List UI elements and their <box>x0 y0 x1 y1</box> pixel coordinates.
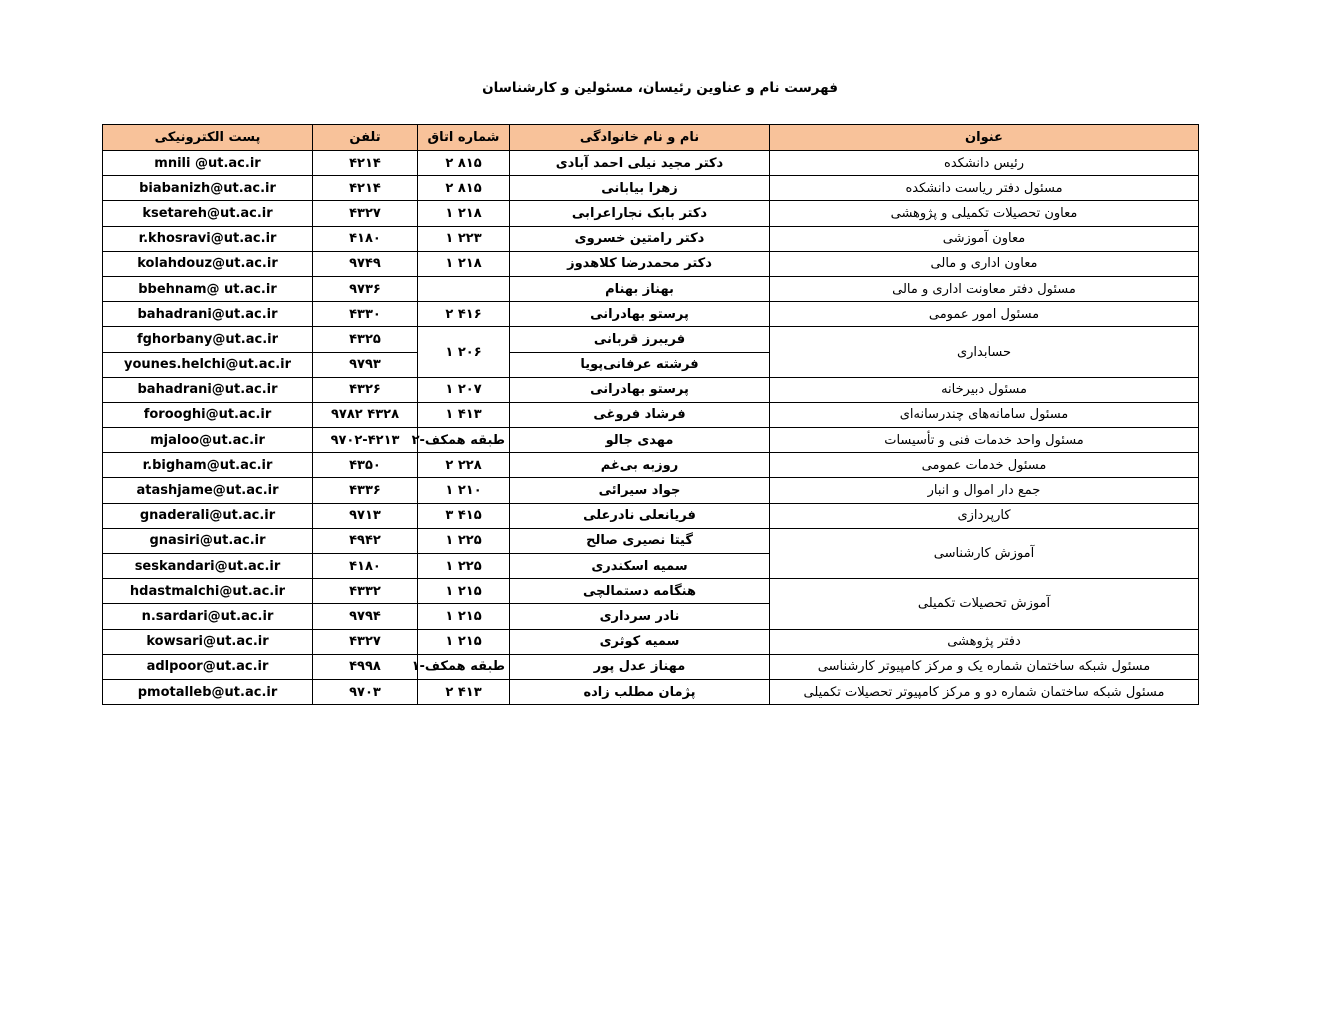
email-cell[interactable]: atashjame@ut.ac.ir <box>103 478 313 503</box>
table-row <box>103 302 1199 327</box>
title-cell: مسئول شبکه ساختمان شماره دو و مرکز کامپیوتر تحصیلات تکمیلی <box>770 679 1199 704</box>
page-title: فهرست نام و عناوین رئیسان، مسئولین و کارشناسان <box>482 80 838 96</box>
name-cell: روزبه بی‌غم <box>510 453 770 478</box>
title-cell: مسئول شبکه ساختمان شماره یک و مرکز کامپیوتر کارشناسی <box>770 654 1199 679</box>
title-cell: مسئول واحد خدمات فنی و تأسیسات <box>770 428 1199 453</box>
table-row <box>103 176 1199 201</box>
phone-cell: ۴۱۸۰ <box>313 226 418 251</box>
room-cell: ۲۱۸ ۱ <box>418 201 510 226</box>
phone-cell: ۴۳۲۷ <box>313 629 418 654</box>
name-cell: پژمان مطلب زاده <box>510 679 770 704</box>
name-cell: گیتا نصیری صالح <box>510 528 770 553</box>
table-row <box>103 201 1199 226</box>
table-row <box>103 428 1199 453</box>
room-cell: ۲۲۳ ۱ <box>418 226 510 251</box>
title-cell: مسئول دبیرخانه <box>770 377 1199 402</box>
table-row <box>103 503 1199 528</box>
phone-cell: ۴۳۲۸ ۹۷۸۲ <box>313 402 418 427</box>
column-header-title: عنوان <box>770 125 1199 151</box>
room-cell: ۴۱۶ ۲ <box>418 302 510 327</box>
title-cell: دفتر پژوهشی <box>770 629 1199 654</box>
room-cell: ۲۰۷ ۱ <box>418 377 510 402</box>
table-row <box>103 629 1199 654</box>
phone-cell: ۹۷۹۳ <box>313 352 418 377</box>
title-cell: آموزش تحصیلات تکمیلی <box>770 579 1199 629</box>
email-cell[interactable]: kolahdouz@ut.ac.ir <box>103 251 313 276</box>
name-cell: سمیه کوثری <box>510 629 770 654</box>
phone-cell: ۴۳۵۰ <box>313 453 418 478</box>
room-cell <box>418 276 510 301</box>
room-cell: ۸۱۵ ۲ <box>418 176 510 201</box>
table-row <box>103 679 1199 704</box>
title-cell: مسئول سامانه‌های چندرسانه‌ای <box>770 402 1199 427</box>
title-cell: معاون اداری و مالی <box>770 251 1199 276</box>
name-cell: فرشته عرفانی‌پویا <box>510 352 770 377</box>
email-cell[interactable]: bbehnam@ ut.ac.ir <box>103 276 313 301</box>
title-cell: معاون آموزشی <box>770 226 1199 251</box>
name-cell: زهرا بیابانی <box>510 176 770 201</box>
room-cell: ۲۲۸ ۲ <box>418 453 510 478</box>
name-cell: سمیه اسکندری <box>510 554 770 579</box>
email-cell[interactable]: r.khosravi@ut.ac.ir <box>103 226 313 251</box>
phone-cell: ۴۳۳۰ <box>313 302 418 327</box>
email-cell[interactable]: adlpoor@ut.ac.ir <box>103 654 313 679</box>
name-cell: فریانعلی نادرعلی <box>510 503 770 528</box>
email-cell[interactable]: ksetareh@ut.ac.ir <box>103 201 313 226</box>
table-row <box>103 654 1199 679</box>
name-cell: بهناز بهنام <box>510 276 770 301</box>
phone-cell: ۹۷۱۳ <box>313 503 418 528</box>
name-cell: نادر سرداری <box>510 604 770 629</box>
table-row <box>103 251 1199 276</box>
email-cell[interactable]: forooghi@ut.ac.ir <box>103 402 313 427</box>
column-header-phone: تلفن <box>313 125 418 151</box>
phone-cell: ۴۳۲۶ <box>313 377 418 402</box>
email-cell[interactable]: mjaloo@ut.ac.ir <box>103 428 313 453</box>
name-cell: دکتر محمدرضا کلاهدوز <box>510 251 770 276</box>
table-header-row <box>103 125 1199 151</box>
email-cell[interactable]: biabanizh@ut.ac.ir <box>103 176 313 201</box>
phone-cell: ۴۹۴۲ <box>313 528 418 553</box>
email-cell[interactable]: bahadrani@ut.ac.ir <box>103 302 313 327</box>
email-cell[interactable]: r.bigham@ut.ac.ir <box>103 453 313 478</box>
name-cell: فرشاد فروغی <box>510 402 770 427</box>
phone-cell: ۴۳۳۶ <box>313 478 418 503</box>
phone-cell: ۹۷۳۶ <box>313 276 418 301</box>
room-cell: ۴۱۳ ۱ <box>418 402 510 427</box>
title-cell: مسئول دفتر ریاست دانشکده <box>770 176 1199 201</box>
email-cell[interactable]: hdastmalchi@ut.ac.ir <box>103 579 313 604</box>
room-cell: ۲۰۶ ۱ <box>418 327 510 377</box>
name-cell: پرستو بهادرانی <box>510 302 770 327</box>
name-cell: فریبرز قربانی <box>510 327 770 352</box>
email-cell[interactable]: seskandari@ut.ac.ir <box>103 554 313 579</box>
column-header-name: نام و نام خانوادگی <box>510 125 770 151</box>
table-row <box>103 402 1199 427</box>
room-cell: ۲۲۵ ۱ <box>418 554 510 579</box>
phone-cell: ۹۷۰۲-۴۲۱۳ <box>313 428 418 453</box>
email-cell[interactable]: younes.helchi@ut.ac.ir <box>103 352 313 377</box>
name-cell: دکتر بابک نجاراعرابی <box>510 201 770 226</box>
title-cell: رئیس دانشکده <box>770 151 1199 176</box>
column-header-room: شماره اتاق <box>418 125 510 151</box>
name-cell: دکتر مجید نیلی احمد آبادی <box>510 151 770 176</box>
room-cell: ۲۱۰ ۱ <box>418 478 510 503</box>
room-cell: ۲۱۸ ۱ <box>418 251 510 276</box>
title-cell: حسابداری <box>770 327 1199 377</box>
name-cell: مهدی جالو <box>510 428 770 453</box>
table-row <box>103 453 1199 478</box>
email-cell[interactable]: mnili @ut.ac.ir <box>103 151 313 176</box>
email-cell[interactable]: pmotalleb@ut.ac.ir <box>103 679 313 704</box>
title-cell: آموزش کارشناسی <box>770 528 1199 578</box>
phone-cell: ۴۲۱۴ <box>313 151 418 176</box>
table-row <box>103 478 1199 503</box>
phone-cell: ۴۱۸۰ <box>313 554 418 579</box>
phone-cell: ۴۳۲۵ <box>313 327 418 352</box>
title-cell: جمع دار اموال و انبار <box>770 478 1199 503</box>
title-cell: مسئول خدمات عمومی <box>770 453 1199 478</box>
email-cell[interactable]: fghorbany@ut.ac.ir <box>103 327 313 352</box>
room-cell: طبقه همکف-۲ <box>418 428 510 453</box>
phone-cell: ۴۳۳۲ <box>313 579 418 604</box>
phone-cell: ۹۷۹۴ <box>313 604 418 629</box>
phone-cell: ۴۹۹۸ <box>313 654 418 679</box>
title-cell: معاون تحصیلات تکمیلی و پژوهشی <box>770 201 1199 226</box>
table-row <box>103 579 1199 604</box>
table-row <box>103 377 1199 402</box>
room-cell: ۲۲۵ ۱ <box>418 528 510 553</box>
phone-cell: ۹۷۰۳ <box>313 679 418 704</box>
email-cell[interactable]: gnaderali@ut.ac.ir <box>103 503 313 528</box>
room-cell: ۲۱۵ ۱ <box>418 604 510 629</box>
table-row <box>103 528 1199 553</box>
table-row <box>103 226 1199 251</box>
room-cell: ۸۱۵ ۲ <box>418 151 510 176</box>
name-cell: جواد سیرائی <box>510 478 770 503</box>
name-cell: پرستو بهادرانی <box>510 377 770 402</box>
name-cell: هنگامه دستمالچی <box>510 579 770 604</box>
table-row <box>103 327 1199 352</box>
table-row <box>103 151 1199 176</box>
phone-cell: ۴۲۱۴ <box>313 176 418 201</box>
email-cell[interactable]: kowsari@ut.ac.ir <box>103 629 313 654</box>
title-cell: کارپردازی <box>770 503 1199 528</box>
room-cell: ۴۱۳ ۲ <box>418 679 510 704</box>
title-cell: مسئول امور عمومی <box>770 302 1199 327</box>
title-cell: مسئول دفتر معاونت اداری و مالی <box>770 276 1199 301</box>
room-cell: طبقه همکف-۱ <box>418 654 510 679</box>
column-header-email: پست الکترونیکی <box>103 125 313 151</box>
room-cell: ۴۱۵ ۳ <box>418 503 510 528</box>
name-cell: مهناز عدل پور <box>510 654 770 679</box>
email-cell[interactable]: n.sardari@ut.ac.ir <box>103 604 313 629</box>
room-cell: ۲۱۵ ۱ <box>418 629 510 654</box>
staff-directory-table <box>102 124 1199 705</box>
phone-cell: ۹۷۴۹ <box>313 251 418 276</box>
room-cell: ۲۱۵ ۱ <box>418 579 510 604</box>
name-cell: دکتر رامتین خسروی <box>510 226 770 251</box>
email-cell[interactable]: bahadrani@ut.ac.ir <box>103 377 313 402</box>
email-cell[interactable]: gnasiri@ut.ac.ir <box>103 528 313 553</box>
table-row <box>103 276 1199 301</box>
phone-cell: ۴۳۲۷ <box>313 201 418 226</box>
